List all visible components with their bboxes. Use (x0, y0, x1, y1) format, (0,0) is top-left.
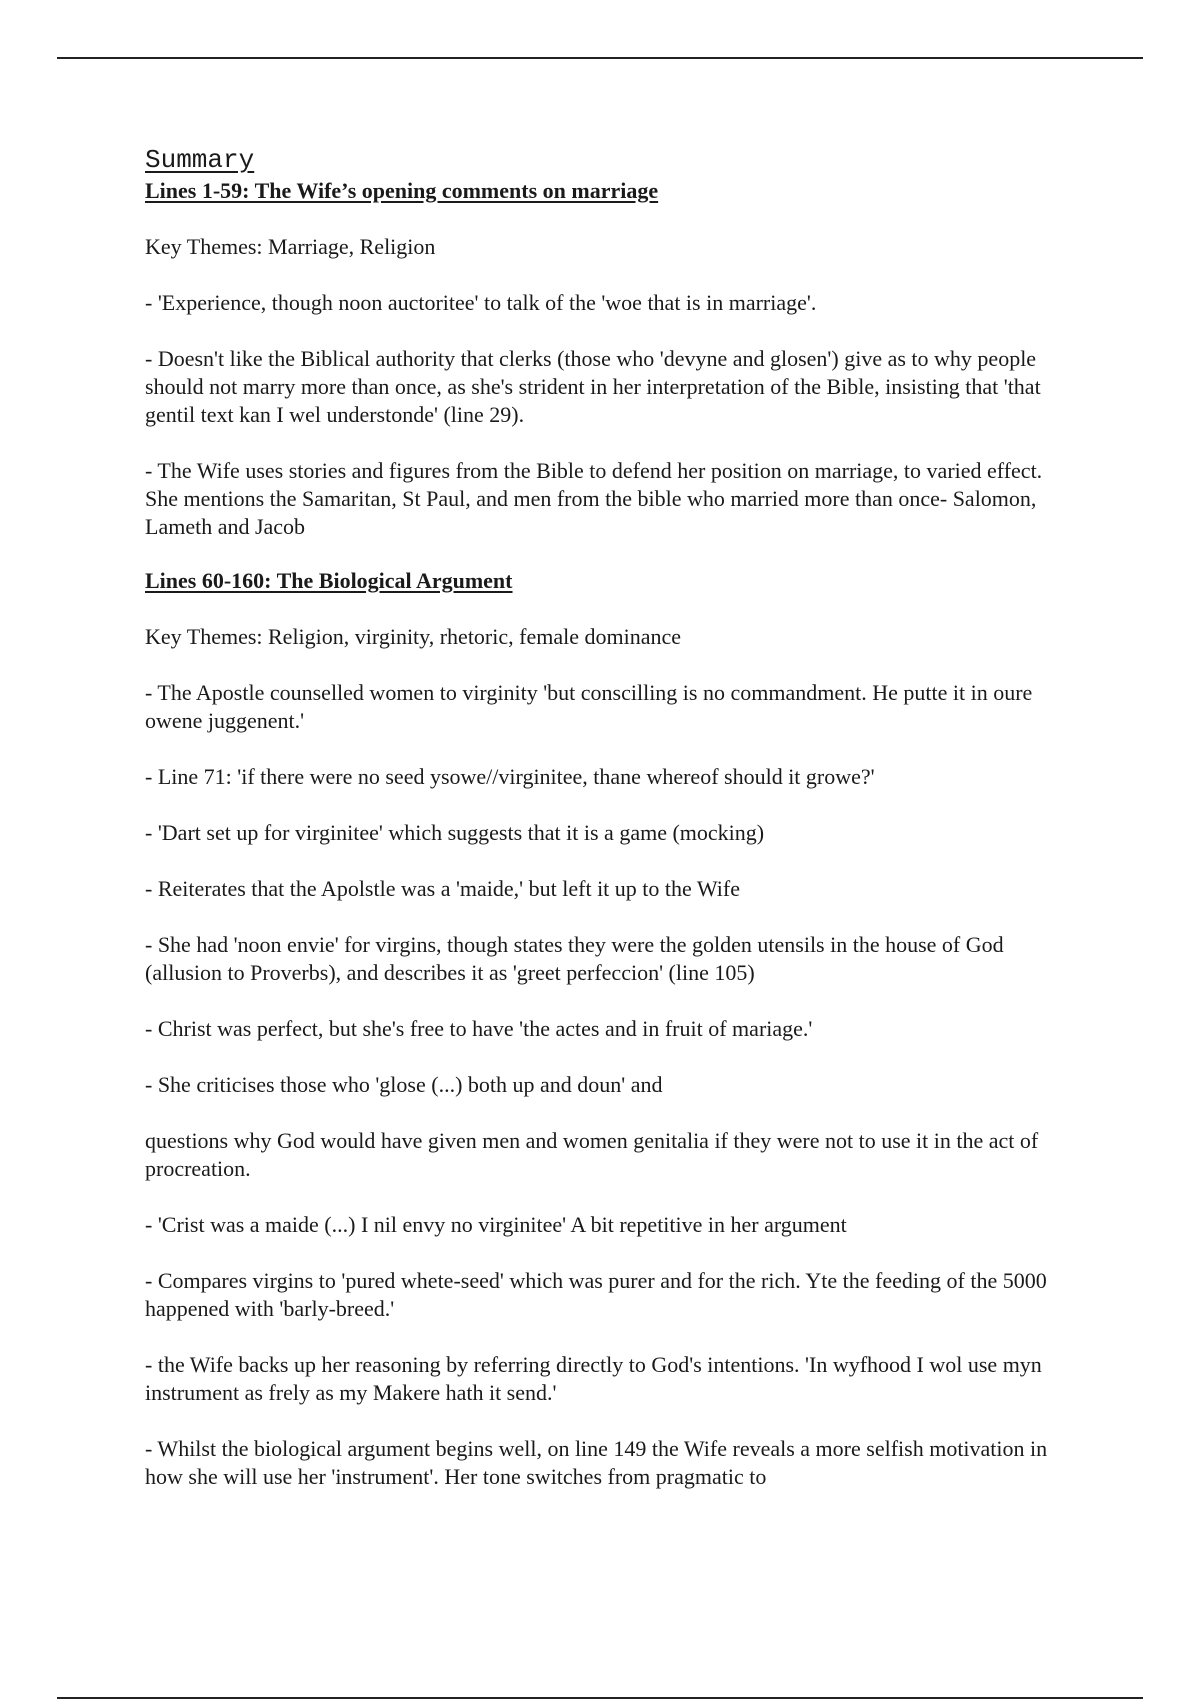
paragraph: - Line 71: 'if there were no seed ysowe//virginitee, thane whereof should it growe?' (145, 764, 875, 789)
key-themes-line: Key Themes: Religion, virginity, rhetoric, female dominance (145, 624, 682, 649)
paragraph: - She had 'noon envie' for virgins, though states they were the golden utensils in the house of God (allusion to Proverbs), and describes it as 'greet perfeccion' (line 105) (145, 932, 1004, 985)
document-body (145, 145, 1065, 1491)
paragraph: - 'Crist was a maide (...) I nil envy no virginitee' A bit repetitive in her argument (145, 1212, 847, 1237)
bottom-rule (57, 1697, 1143, 1699)
section-heading-opening-comments: Lines 1-59: The Wife’s opening comments on marriage (145, 178, 659, 203)
paragraph: - The Wife uses stories and figures from the Bible to defend her position on marriage, to varied effect. She mentions the Samaritan, St Paul, and men from the bible who married more than once- Salomon, Lameth and Jacob (145, 458, 1043, 539)
document-title: Summary (145, 145, 255, 175)
paragraph: - Doesn't like the Biblical authority that clerks (those who 'devyne and glosen') give as to why people should not marry more than once, as she's strident in her interpretation of the Bible, insisting that 'that gentil text kan I wel understonde' (line 29). (145, 346, 1041, 427)
paragraph: - 'Experience, though noon auctoritee' to talk of the 'woe that is in marriage'. (145, 290, 817, 315)
paragraph: - 'Dart set up for virginitee' which suggests that it is a game (mocking) (145, 820, 765, 845)
key-themes-line: Key Themes: Marriage, Religion (145, 234, 436, 259)
paragraph: - Christ was perfect, but she's free to have 'the actes and in fruit of mariage.' (145, 1016, 813, 1041)
section-heading-biological-argument: Lines 60-160: The Biological Argument (145, 568, 513, 593)
top-rule (57, 57, 1143, 59)
paragraph: - the Wife backs up her reasoning by referring directly to God's intentions. 'In wyfhood I wol use myn instrument as frely as my Makere hath it send.' (145, 1352, 1042, 1405)
paragraph: questions why God would have given men and women genitalia if they were not to use it in the act of procreation. (145, 1128, 1039, 1181)
paragraph: - She criticises those who 'glose (...) both up and doun' and (145, 1072, 663, 1097)
paragraph: - Whilst the biological argument begins well, on line 149 the Wife reveals a more selfish motivation in how she will use her 'instrument'. Her tone switches from pragmatic to (145, 1436, 1048, 1489)
paragraph: - Reiterates that the Apolstle was a 'maide,' but left it up to the Wife (145, 876, 740, 901)
paragraph: - Compares virgins to 'pured whete-seed' which was purer and for the rich. Yte the feeding of the 5000 happened with 'barly-breed.' (145, 1268, 1047, 1321)
paragraph: - The Apostle counselled women to virginity 'but conscilling is no commandment. He putte it in oure owene juggenent.' (145, 680, 1033, 733)
